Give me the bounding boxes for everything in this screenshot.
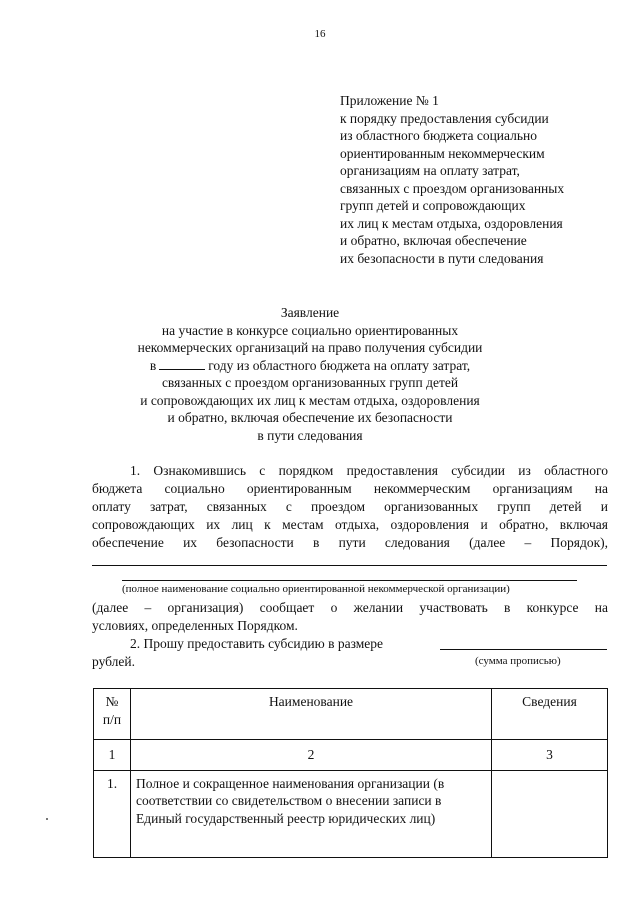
org-name-blank-line-1[interactable] [92,565,607,566]
paragraph-line: условиях, определенных Порядком. [92,618,298,633]
header-num: № п/п [94,689,131,740]
subsidy-amount-blank-line[interactable] [440,649,607,650]
appendix-block [340,92,620,267]
statement-line: связанных с проездом организованных групп детей [161,375,459,390]
statement-title: Заявление [280,305,340,320]
appendix-line: к порядку предоставления субсидии [340,110,549,126]
index-cell: 2 [131,740,492,771]
appendix-line: их безопасности в пути следования [340,250,544,266]
paragraph-line: обеспечение их безопасности в пути следования (далее – Порядок), [92,535,608,550]
row-num-cell: 1. [94,770,131,857]
table-index-row [94,740,608,771]
scan-dot [46,818,48,820]
statement-line-suffix: году из областного бюджета на оплату затрат, [208,357,471,373]
statement-line: и сопровождающих их лиц к местам отдыха, оздоровления [140,392,480,408]
statement-line: некоммерческих организаций на право получения субсидии [137,340,483,355]
paragraph-1 [92,462,608,552]
appendix-line: организациям на оплату затрат, [340,163,520,178]
paragraph-line: (далее – организация) сообщает о желании участвовать в конкурсе на [92,600,608,615]
statement-line: на участие в конкурсе социально ориентированных [161,322,459,338]
index-cell: 1 [94,740,131,771]
info-table [93,688,608,858]
paragraph-line: бюджета социально ориентированным некоммерческим организациям на [92,481,608,496]
appendix-line: и обратно, включая обеспечение [340,233,527,248]
paragraph-line: сопровождающих их лиц к местам отдыха, оздоровления и обратно, включая [92,517,608,532]
table-row [94,770,608,857]
appendix-line: из областного бюджета социально [340,128,538,143]
header-info: Сведения [492,689,608,740]
statement-line [95,357,525,375]
statement-line: в пути следования [257,427,363,443]
paragraph-1-continuation [92,599,608,635]
org-name-blank-line-2[interactable] [122,580,577,581]
sum-caption: (сумма прописью) [475,655,561,667]
paragraph-line: оплату затрат, связанных с проездом организованных групп детей и [92,499,608,514]
row-info-cell[interactable] [492,770,608,857]
appendix-line: их лиц к местам отдыха, оздоровления [340,215,563,231]
statement-title-block [95,304,525,444]
row-name-cell: Полное и сокращенное наименования организации (в соответствии со свидетельством о внесении записи в Единый государственный реестр юридических лиц) [131,770,492,857]
year-blank-field[interactable] [159,357,205,370]
appendix-line: Приложение № 1 [340,93,439,108]
paragraph-line: рублей. [92,654,136,669]
page-number: 16 [314,28,326,40]
statement-line-prefix: в [149,357,157,373]
header-name: Наименование [131,689,492,740]
appendix-line: связанных с проездом организованных [340,180,565,196]
table-header-row [94,689,608,740]
index-cell: 3 [492,740,608,771]
org-name-caption: (полное наименование социально ориентированной некоммерческой организации) [122,583,510,595]
paragraph-line: 2. Прошу предоставить субсидию в размере [130,636,384,651]
appendix-line: групп детей и сопровождающих [340,198,526,213]
statement-line: и обратно, включая обеспечение их безопасности [167,410,453,425]
paragraph-line: 1. Ознакомившись с порядком предоставления субсидии из областного [130,463,608,478]
appendix-line: ориентированным некоммерческим [340,145,545,161]
